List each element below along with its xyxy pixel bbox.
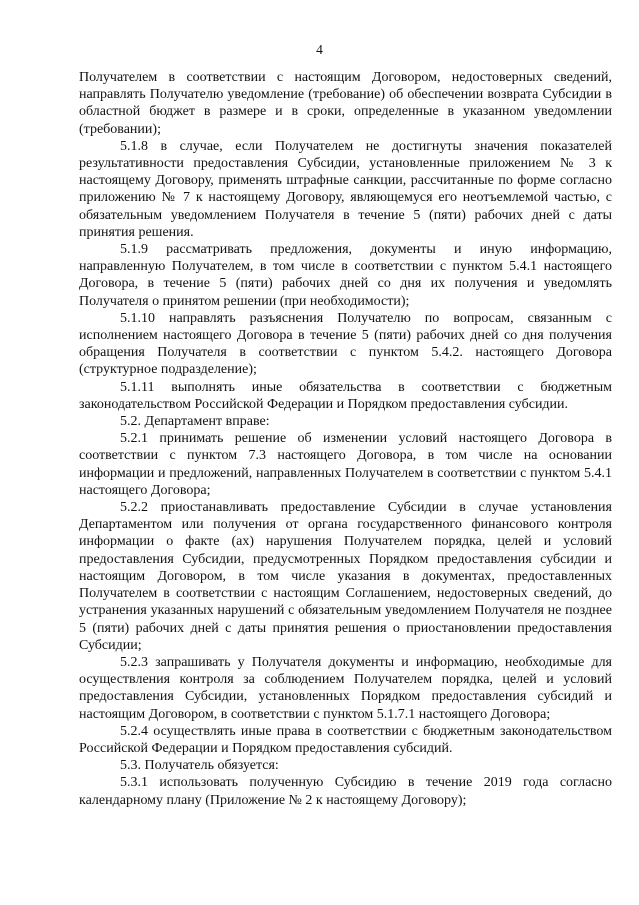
document-body	[79, 69, 612, 809]
paragraph-5-3-1: 5.3.1 использовать полученную Субсидию в течение 2019 года согласно календарному плану (Приложение № 2 к настоящему Договору);	[79, 775, 612, 808]
paragraph-continuation: Получателем в соответствии с настоящим Договором, недостоверных сведений, направлять Получателю уведомление (требование) об обеспечении возврата Субсидии в областной бюджет в размере и в сроки, определенные в указанном уведомлении (требовании);	[79, 70, 612, 137]
paragraph-5-2-4: 5.2.4 осуществлять иные права в соответствии с бюджетным законодательством Российской Федерации и Порядком предоставления субсидий.	[79, 723, 612, 756]
paragraph-5-1-8: 5.1.8 в случае, если Получателем не достигнуты значения показателей результативности предоставления Субсидии, установленные приложением № 3 к настоящему Договору, применять штрафные санкции, рассчитанные по форме согласно приложению № 7 к настоящему Договору, являющемуся его неотъемлемой частью, с обязательным уведомлением Получателя в течение 5 (пяти) рабочих дней с даты принятия решения.	[79, 138, 612, 240]
paragraph-5-2-1: 5.2.1 принимать решение об изменении условий настоящего Договора в соответствии с пунктом 7.3 настоящего Договора, в том числе на основании информации и предложений, направленных Получателем в соответствии с пунктом 5.4.1 настоящего Договора;	[79, 431, 612, 498]
paragraph-5-2-3: 5.2.3 запрашивать у Получателя документы и информацию, необходимые для осуществления контроля за соблюдением Получателем порядка, целей и условий предоставления Субсидии, установленных Порядком предоставления субсидий и настоящим Договором, в соответствии с пунктом 5.1.7.1 настоящего Договора;	[79, 654, 612, 722]
paragraph-5-1-11: 5.1.11 выполнять иные обязательства в соответствии с бюджетным законодательством Российской Федерации и Порядком предоставления субсидии.	[79, 379, 612, 412]
paragraph-5-3-heading: 5.3. Получатель обязуется:	[120, 758, 279, 774]
paragraph-5-1-10: 5.1.10 направлять разъяснения Получателю по вопросам, связанным с исполнением настоящего Договора в течение 5 (пяти) рабочих дней со дня получения обращения Получателя в соответствии с пунктом 5.4.2. настоящего Договора (структурное подразделение);	[79, 310, 612, 378]
paragraph-5-1-9: 5.1.9 рассматривать предложения, документы и иную информацию, направленную Получателем, в том числе в соответствии с пунктом 5.4.1 настоящего Договора, в течение 5 (пяти) рабочих дней со дня их получения и уведомлять Получателя о принятом решении (при необходимости);	[79, 242, 612, 309]
paragraph-5-2-2: 5.2.2 приостанавливать предоставление Субсидии в случае установления Департаментом или получения от органа государственного финансового контроля информации о факте (ах) нарушения Получателем порядка, целей и условий предоставления Субсидии, предусмотренных Порядком предоставления субсидии и настоящим Договором, в том числе указания в документах, предоставленных Получателем в соответствии с настоящим Соглашением, недостоверных сведений, до устранения указанных нарушений с обязательным уведомлением Получателя не позднее 5 (пяти) рабочих дней с даты принятия решения о приостановлении предоставления Субсидии;	[79, 500, 612, 653]
page-number: 4	[316, 42, 323, 57]
paragraph-5-2-heading: 5.2. Департамент вправе:	[120, 414, 270, 430]
